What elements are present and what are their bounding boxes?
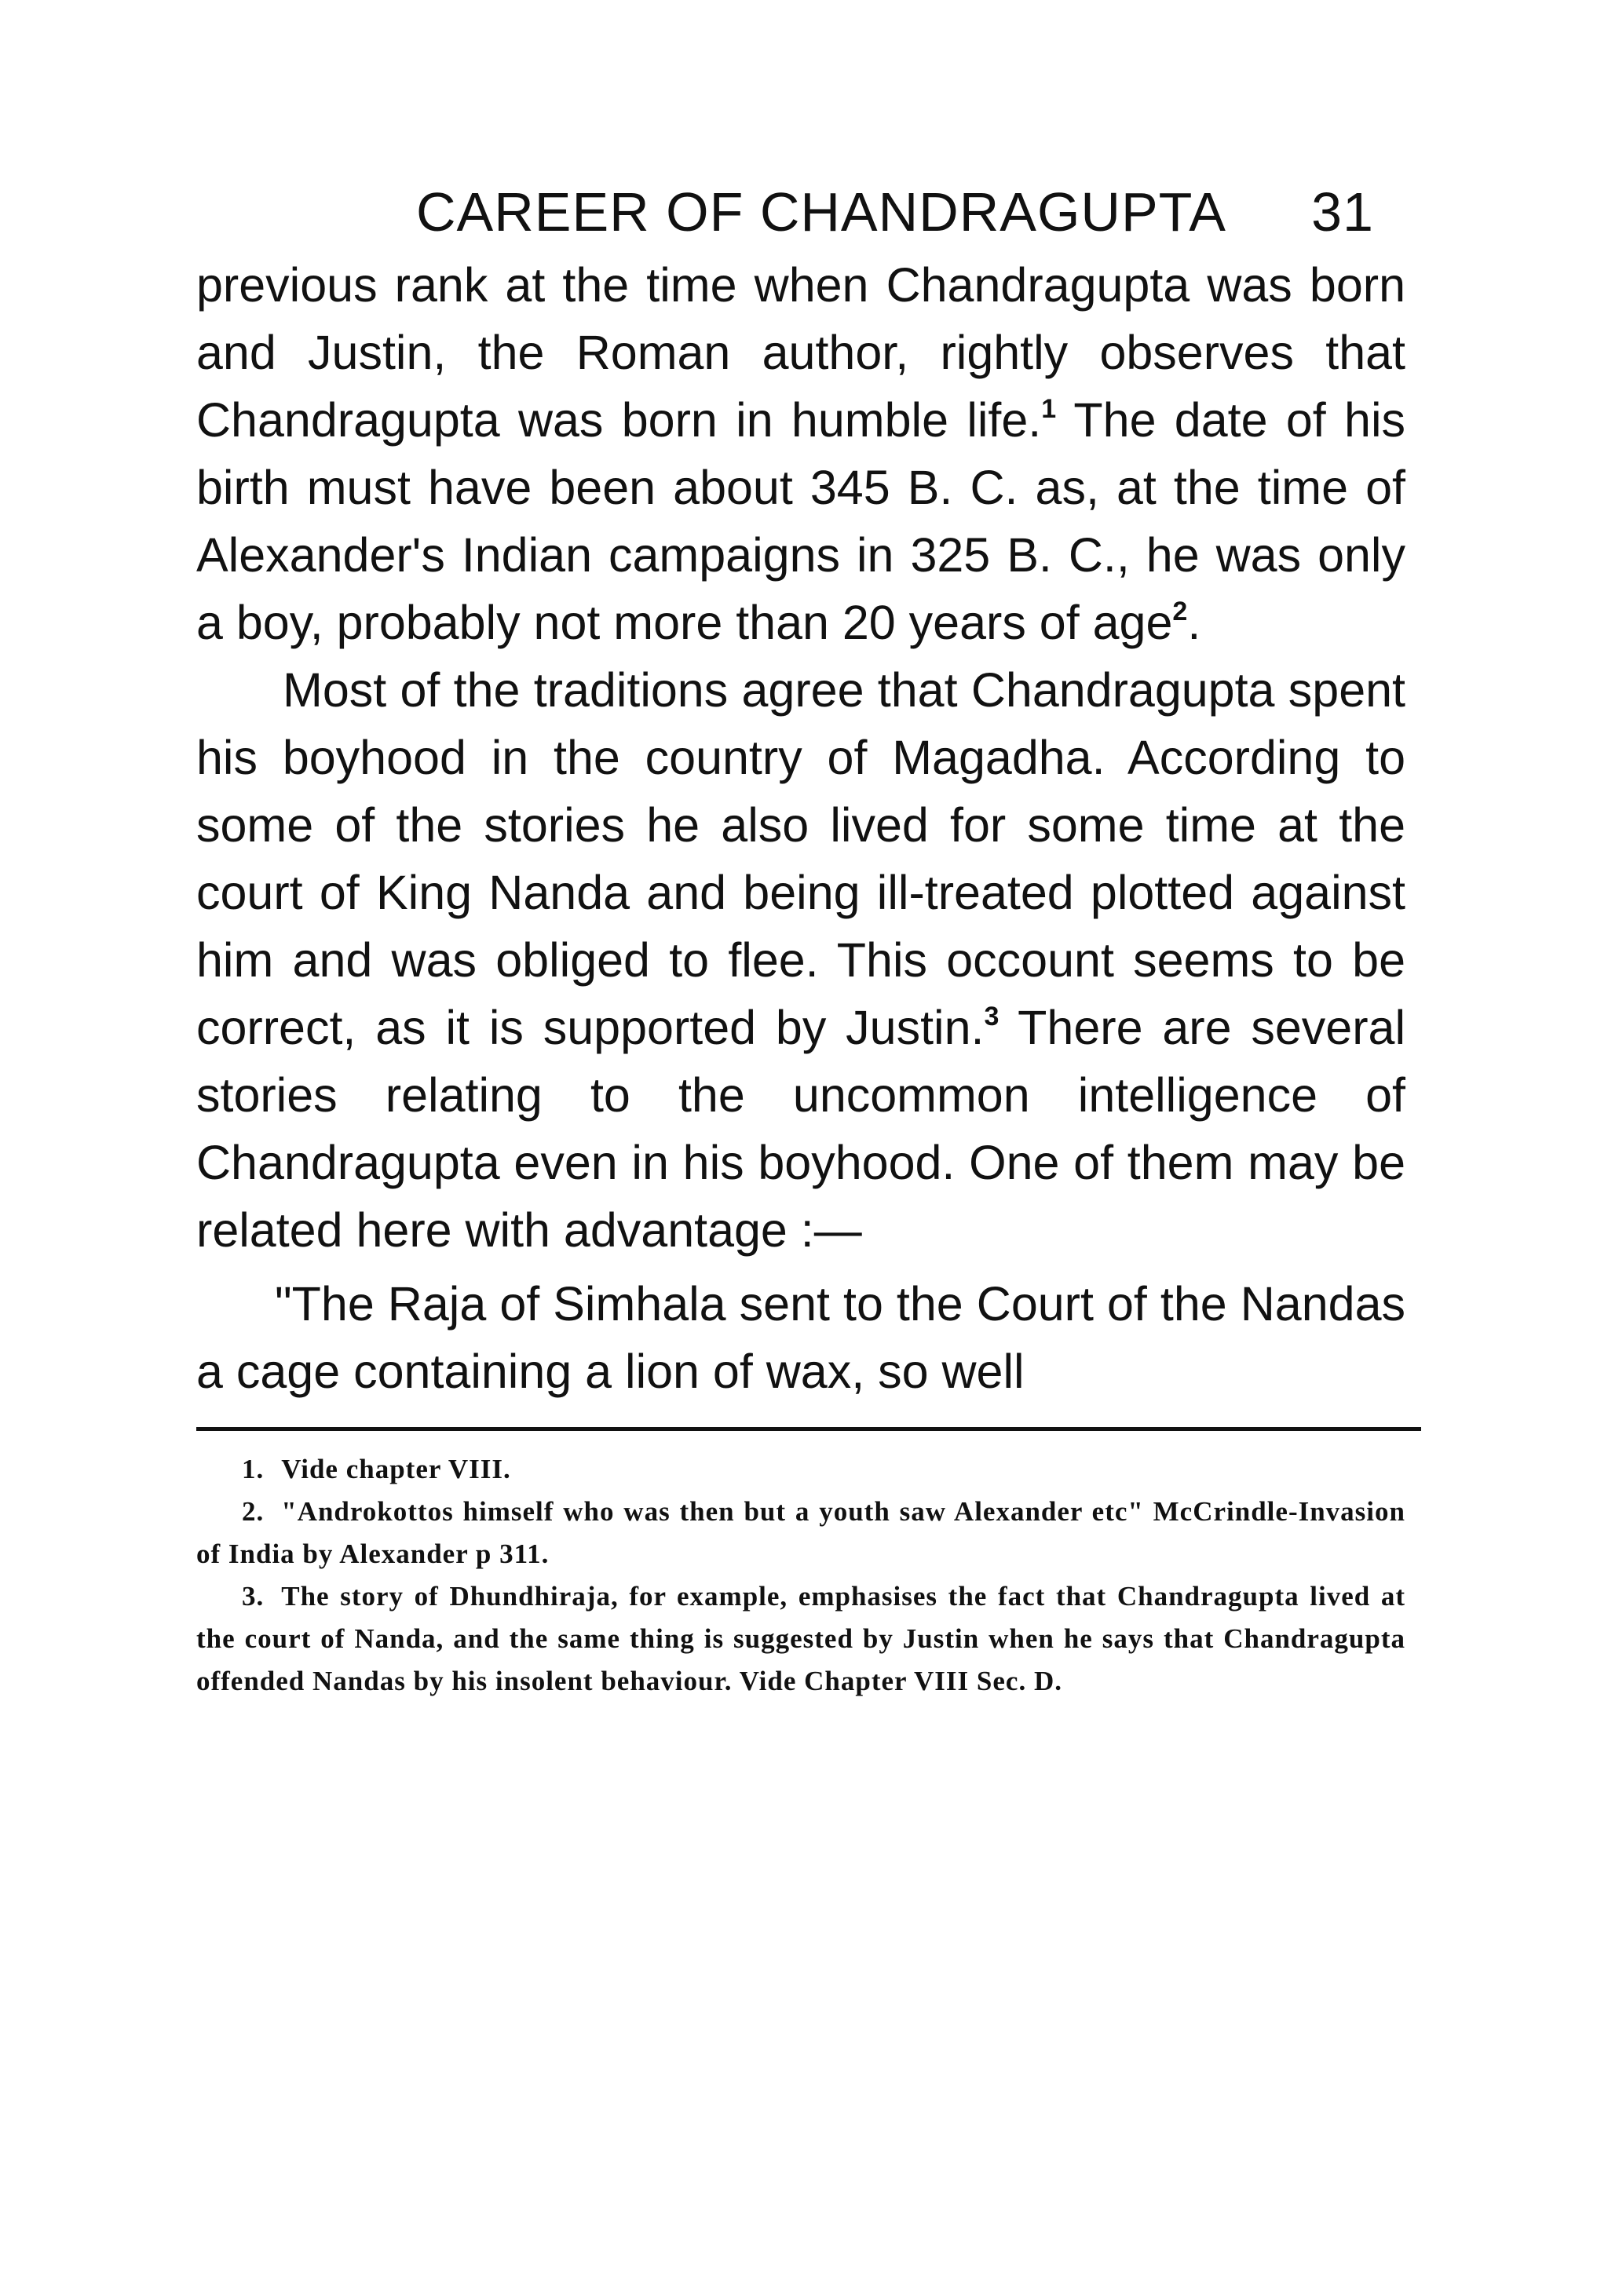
footnote-number: 2.	[242, 1496, 265, 1527]
footnote-divider	[196, 1427, 1421, 1431]
paragraph-1	[196, 251, 1405, 656]
paragraph-3-quote	[196, 1270, 1405, 1405]
paragraph-1-text-c: .	[1187, 596, 1201, 649]
footnote-1	[196, 1448, 1405, 1491]
footnote-text: Vide chapter VIII.	[281, 1454, 511, 1484]
footnotes	[196, 1448, 1405, 1703]
footnote-3	[196, 1575, 1405, 1703]
footnote-ref-3: 3	[984, 1002, 1000, 1031]
running-head	[196, 157, 1405, 243]
paragraph-3-text: "The Raja of Simhala sent to the Court of the Nandas a cage containing a lion of wax, so well	[196, 1277, 1405, 1398]
paragraph-2-text-b: There are several stories relating to the uncommon intelligence of Chandragupta even in his boyhood. One of them may be related here with advantage :—	[196, 1001, 1406, 1257]
footnote-number: 3.	[242, 1581, 265, 1612]
page-number: 31	[1311, 181, 1374, 243]
footnote-text: The story of Dhundhiraja, for example, emphasises the fact that Chandragupta lived at the court of Nanda, and the same thing is suggested by Justin when he says that Chandragupta offended Nandas by his insolent behaviour. Vide Chapter VIII Sec. D.	[196, 1581, 1405, 1696]
paragraph-1-text-a: previous rank at the time when Chandragupta was born and Justin, the Roman author, rightly observes that Chandragupta was born in humble life.	[196, 258, 1405, 447]
footnote-2	[196, 1491, 1405, 1575]
main-text	[196, 251, 1405, 1405]
paragraph-1-text-b: The date of his birth must have been about 345 B. C. as, at the time of Alexander's Indian campaigns in 325 B. C., he was only a boy, probably not more than 20 years of age	[196, 393, 1406, 649]
footnote-ref-1: 1	[1041, 394, 1057, 424]
running-title: CAREER OF CHANDRAGUPTA	[416, 181, 1226, 243]
paragraph-2	[196, 656, 1405, 1264]
paragraph-2-text-a: Most of the traditions agree that Chandragupta spent his boyhood in the country of Magadha. According to some of the stories he also lived for some time at the court of King Nanda and being ill-treated plotted against him and was obliged to flee. This occount seems to be correct, as it is supported by Justin.	[196, 663, 1405, 1054]
footnote-number: 1.	[242, 1454, 265, 1484]
book-page	[196, 157, 1405, 1703]
footnote-ref-2: 2	[1172, 597, 1188, 626]
footnote-text: "Androkottos himself who was then but a youth saw Alexander etc" McCrindle-Invasion of India by Alexander p 311.	[196, 1496, 1405, 1569]
